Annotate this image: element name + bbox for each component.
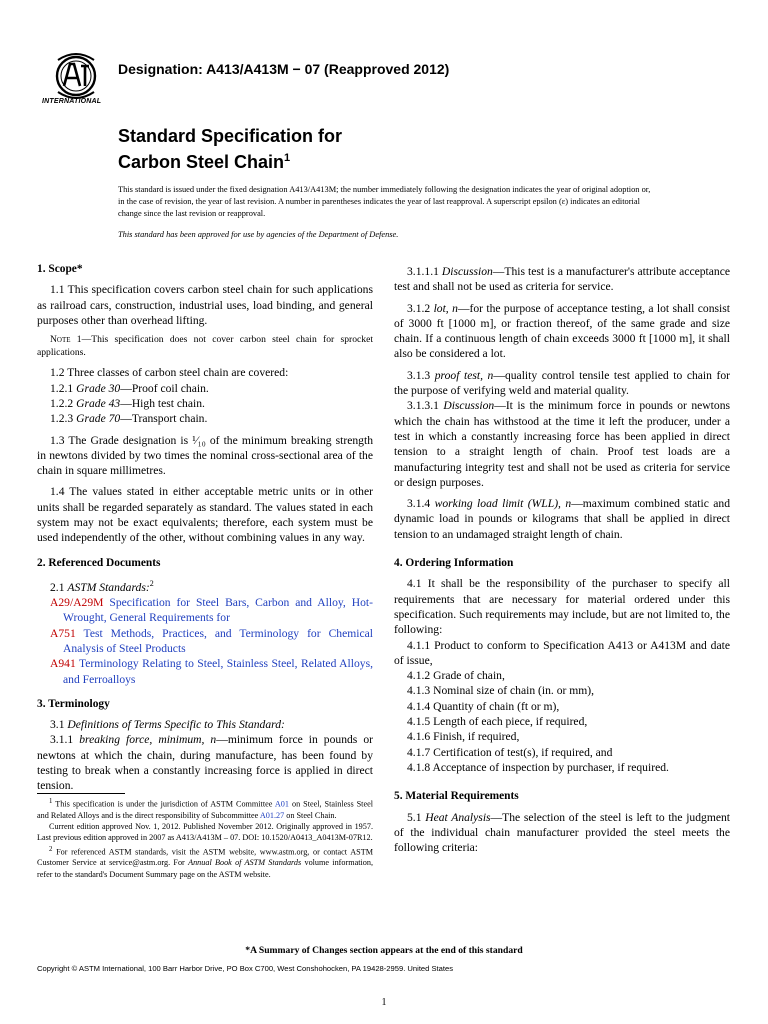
para-2-1: 2.1 ASTM Standards:$^2$ [50,578,154,594]
ordering-item: 4.1.5 Length of each piece, if required, [407,715,588,729]
para-1-1: 1.1 This specification covers carbon steel chain for such applications as railroad cars, construction, industrial uses, load binding, and general purposes other than overhead lifting. [37,283,373,327]
grade-70-item: 1.2.3 Grade 70—Transport chain. [50,412,208,426]
committee-link[interactable]: A01 [274,799,289,809]
footnote-1: $^1$ This specification is under the jurisdiction of ASTM Committee A01 on Steel, Stainless Steel and Related Alloys and is the direct responsibility of Subcommittee A01.27 on Steel Chain. [37,798,373,820]
note-1: Note 1—This specification does not cover carbon steel chain for sprocket applications. [37,334,374,358]
dod-approval: This standard has been approved for use by agencies of the Department of Defense. [118,230,399,239]
ref-a29[interactable]: A29/A29M Specification for Steel Bars, Carbon and Alloy, Hot-Wrought, General Requirements for [50,596,373,625]
right-column [394,264,730,855]
ordering-item: 4.1.2 Grade of chain, [407,669,505,683]
title-line-2: Carbon Steel Chain$^1$ [118,152,291,172]
section-refdocs-heading: 2. Referenced Documents [37,556,161,569]
intro-notice: This standard is issued under the fixed designation A413/A413M; the number immediately following the designation indicates the year of original adoption or, in the case of revision, the year of last revision. A number in parentheses indicates the year of last reapproval. A superscript epsilon (ε) indicates an editorial change since the last revision or reapproval. [118,185,651,218]
summary-of-changes-note: *A Summary of Changes section appears at the end of this standard [245,945,523,956]
page-number: 1 [381,997,387,1008]
para-3-1-4: 3.1.4 working load limit (WLL), n—maximum combined static and dynamic load in pounds or kilograms that shall be applied in direct tension to an undamaged straight length of chain. [394,497,731,541]
subcommittee-link[interactable]: A01.27 [259,810,285,820]
para-1-2: 1.2 Three classes of carbon steel chain are covered: [50,366,289,380]
footnotes [37,796,373,880]
para-3-1-2: 3.1.2 lot, n—for the purpose of acceptance testing, a lot shall consist of 3000 ft [1000 m], or fraction thereof, of the same grade and size chain. If a continuous length of chain exceeds 3000 ft [1000 m], it shall also be considered a lot. [394,301,730,361]
para-4-1: 4.1 It shall be the responsibility of the purchaser to specify all requirements that are necessary for material ordered under this specification. Such requirements may include, but are not limited to, the following: [394,577,730,637]
para-3-1: 3.1 Definitions of Terms Specific to This Standard: [50,718,285,732]
ordering-item: 4.1.7 Certification of test(s), if required, and [407,745,613,759]
footnote-1-edition: Current edition approved Nov. 1, 2012. Published November 2012. Originally approved in 1957. Last previous edition approved in 2007 as A413/A413M – 07. DOI: 10.1520/A0413_A0413M-07R12. [37,822,373,843]
grade-30-item: 1.2.1 Grade 30—Proof coil chain. [50,381,209,395]
section-scope-heading: 1. Scope* [37,263,83,275]
para-3-1-1: 3.1.1 breaking force, minimum, n—minimum force in pounds or newtons at which the chain, during manufacture, has been found by testing to break when a constantly increasing force is applied in direct tension. [37,733,373,793]
ref-a941[interactable]: A941 Terminology Relating to Steel, Stainless Steel, Related Alloys, and Ferroalloys [50,657,373,686]
ordering-item: 4.1.1 Product to conform to Specification A413 or A413M and date of issue, [394,638,730,667]
copyright: Copyright © ASTM International, 100 Barr Harbor Drive, PO Box C700, West Conshohocken, PA 19428-2959. United States [37,964,454,973]
astm-logo [40,52,112,110]
ref-a751[interactable]: A751 Test Methods, Practices, and Terminology for Chemical Analysis of Steel Products [50,626,373,655]
page-title [118,125,342,173]
para-5-1: 5.1 Heat Analysis—The selection of the steel is left to the judgment of the individual chain manufacturer provided the steel meets the following criteria: [394,810,731,855]
section-ordering-heading: 4. Ordering Information [394,557,514,570]
ordering-item: 4.1.8 Acceptance of inspection by purchaser, if required. [407,760,669,774]
para-3-1-3: 3.1.3 proof test, n—quality control tensile test applied to chain for the purpose of verifying weld and material quality. [394,368,730,398]
para-1-4: 1.4 The values stated in either acceptable metric units or in other units shall be regarded separately as standard. The values stated in each system may not be exact equivalents; therefore, each system must be used independently of the other, without combining values in any way. [37,485,373,545]
ordering-item: 4.1.4 Quantity of chain (ft or m), [407,699,560,713]
designation: Designation: A413/A413M − 07 (Reapproved 2012) [118,61,450,77]
footnote-rule [37,793,125,794]
section-material-heading: 5. Material Requirements [394,790,519,803]
footnote-2: $^2$ For referenced ASTM standards, visit the ASTM website, www.astm.org, or contact ASTM Customer Service at service@astm.org. For Annual Book of ASTM Standards volume information, refer to the standard's Document Summary page on the ASTM website. [37,845,374,879]
ordering-item: 4.1.3 Nominal size of chain (in. or mm), [407,684,595,698]
grade-43-item: 1.2.2 Grade 43—High test chain. [50,396,205,410]
section-terminology-heading: 3. Terminology [37,697,110,710]
title-line-1: Standard Specification for [118,126,343,146]
para-1-3: 1.3 The Grade designation is ¹⁄₁₀ of the minimum breaking strength in newtons divided by two times the nominal cross-sectional area of the chain in square millimetres. [37,433,373,478]
para-3-1-3-1: 3.1.3.1 Discussion—It is the minimum force in pounds or newtons which the chain has withstood at the time it left the producer, under a test in which a constantly increasing force has been applied in direct tension to a straight length of chain. Proof test loads are a manufacturing integrity test and shall not be used as criteria for service or design purposes. [394,399,730,489]
logo-subtitle: INTERNATIONAL [42,98,102,105]
para-3-1-1-1: 3.1.1.1 Discussion—This test is a manufacturer's attribute acceptance test and shall not be used as criteria for service. [394,265,730,294]
ordering-item: 4.1.6 Finish, if required, [407,730,520,744]
left-column [37,262,373,794]
